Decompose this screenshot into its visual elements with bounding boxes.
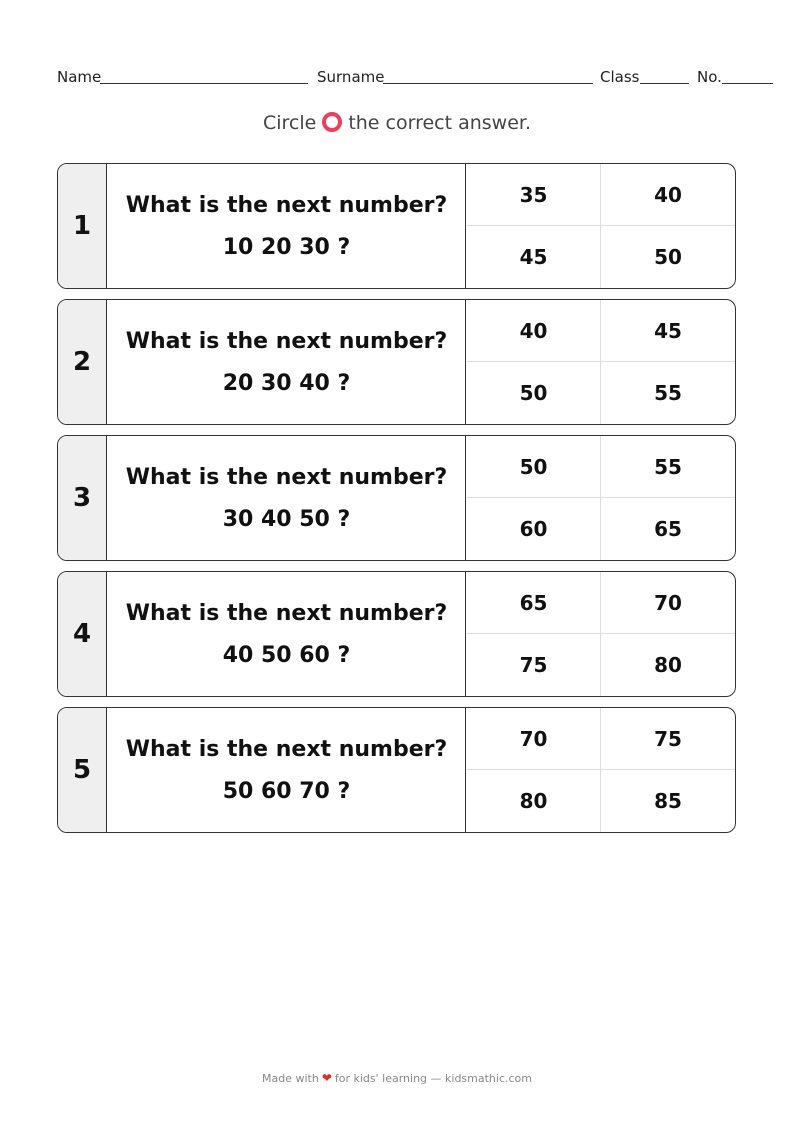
answer-option[interactable]: 65 — [654, 517, 682, 541]
number-sequence: 10 20 30 ? — [222, 235, 351, 260]
number-sequence: 50 60 70 ? — [222, 779, 351, 804]
answer-option[interactable]: 65 — [467, 572, 601, 634]
question-number: 5 — [58, 708, 107, 832]
answer-options — [467, 572, 735, 696]
answer-option[interactable]: 75 — [467, 634, 601, 696]
answer-option[interactable]: 55 — [601, 436, 735, 498]
question-text — [108, 572, 466, 696]
footer-text-after: for kids' learning — kidsmathic.com — [334, 1072, 532, 1085]
question-card — [57, 163, 736, 289]
answer-option[interactable]: 55 — [654, 381, 682, 405]
answer-option[interactable]: 45 — [467, 226, 601, 288]
answer-options — [467, 708, 735, 832]
question-number: 2 — [58, 300, 107, 424]
answer-options — [467, 164, 735, 288]
question-number: 4 — [58, 572, 107, 696]
surname-field-line[interactable] — [383, 83, 593, 84]
question-text — [108, 300, 466, 424]
answer-option[interactable]: 85 — [654, 789, 682, 813]
surname-label: Surname — [317, 68, 385, 86]
answer-option[interactable]: 70 — [601, 572, 735, 634]
answer-option[interactable]: 50 — [467, 362, 601, 424]
question-card — [57, 707, 736, 833]
answer-option[interactable]: 40 — [467, 300, 601, 362]
no-label: No. — [697, 68, 722, 86]
question-card — [57, 299, 736, 425]
question-number: 1 — [58, 164, 107, 288]
answer-option[interactable]: 80 — [467, 770, 601, 832]
instruction — [0, 112, 794, 134]
answer-option[interactable]: 45 — [601, 300, 735, 362]
heart-icon: ❤ — [321, 1071, 332, 1085]
question-card — [57, 435, 736, 561]
answer-option[interactable]: 60 — [467, 498, 601, 560]
question-text — [108, 436, 466, 560]
instruction-text-before: Circle — [262, 112, 317, 134]
footer — [0, 1071, 794, 1085]
answer-option[interactable]: 80 — [654, 653, 682, 677]
answer-options — [467, 300, 735, 424]
answer-option[interactable]: 50 — [467, 436, 601, 498]
answer-option[interactable]: 50 — [654, 245, 682, 269]
number-sequence: 20 30 40 ? — [222, 371, 351, 396]
answer-options — [467, 436, 735, 560]
question-prompt: What is the next number? — [125, 737, 448, 762]
number-sequence: 40 50 60 ? — [222, 643, 351, 668]
question-prompt: What is the next number? — [125, 193, 448, 218]
footer-text-before: Made with — [261, 1072, 319, 1085]
answer-option[interactable]: 35 — [467, 164, 601, 226]
student-info-header — [57, 68, 773, 88]
number-sequence: 30 40 50 ? — [222, 507, 351, 532]
question-card — [57, 571, 736, 697]
question-prompt: What is the next number? — [125, 465, 448, 490]
answer-option[interactable]: 75 — [601, 708, 735, 770]
name-label: Name — [57, 68, 102, 86]
circle-icon — [322, 112, 342, 132]
question-prompt: What is the next number? — [125, 601, 448, 626]
class-label: Class — [600, 68, 640, 86]
question-text — [108, 164, 466, 288]
name-field-line[interactable] — [100, 83, 308, 84]
answer-option[interactable]: 70 — [467, 708, 601, 770]
question-text — [108, 708, 466, 832]
question-number: 3 — [58, 436, 107, 560]
answer-option[interactable]: 40 — [601, 164, 735, 226]
instruction-text-after: the correct answer. — [348, 112, 532, 134]
class-field-line[interactable] — [640, 83, 689, 84]
no-field-line[interactable] — [722, 83, 773, 84]
question-prompt: What is the next number? — [125, 329, 448, 354]
